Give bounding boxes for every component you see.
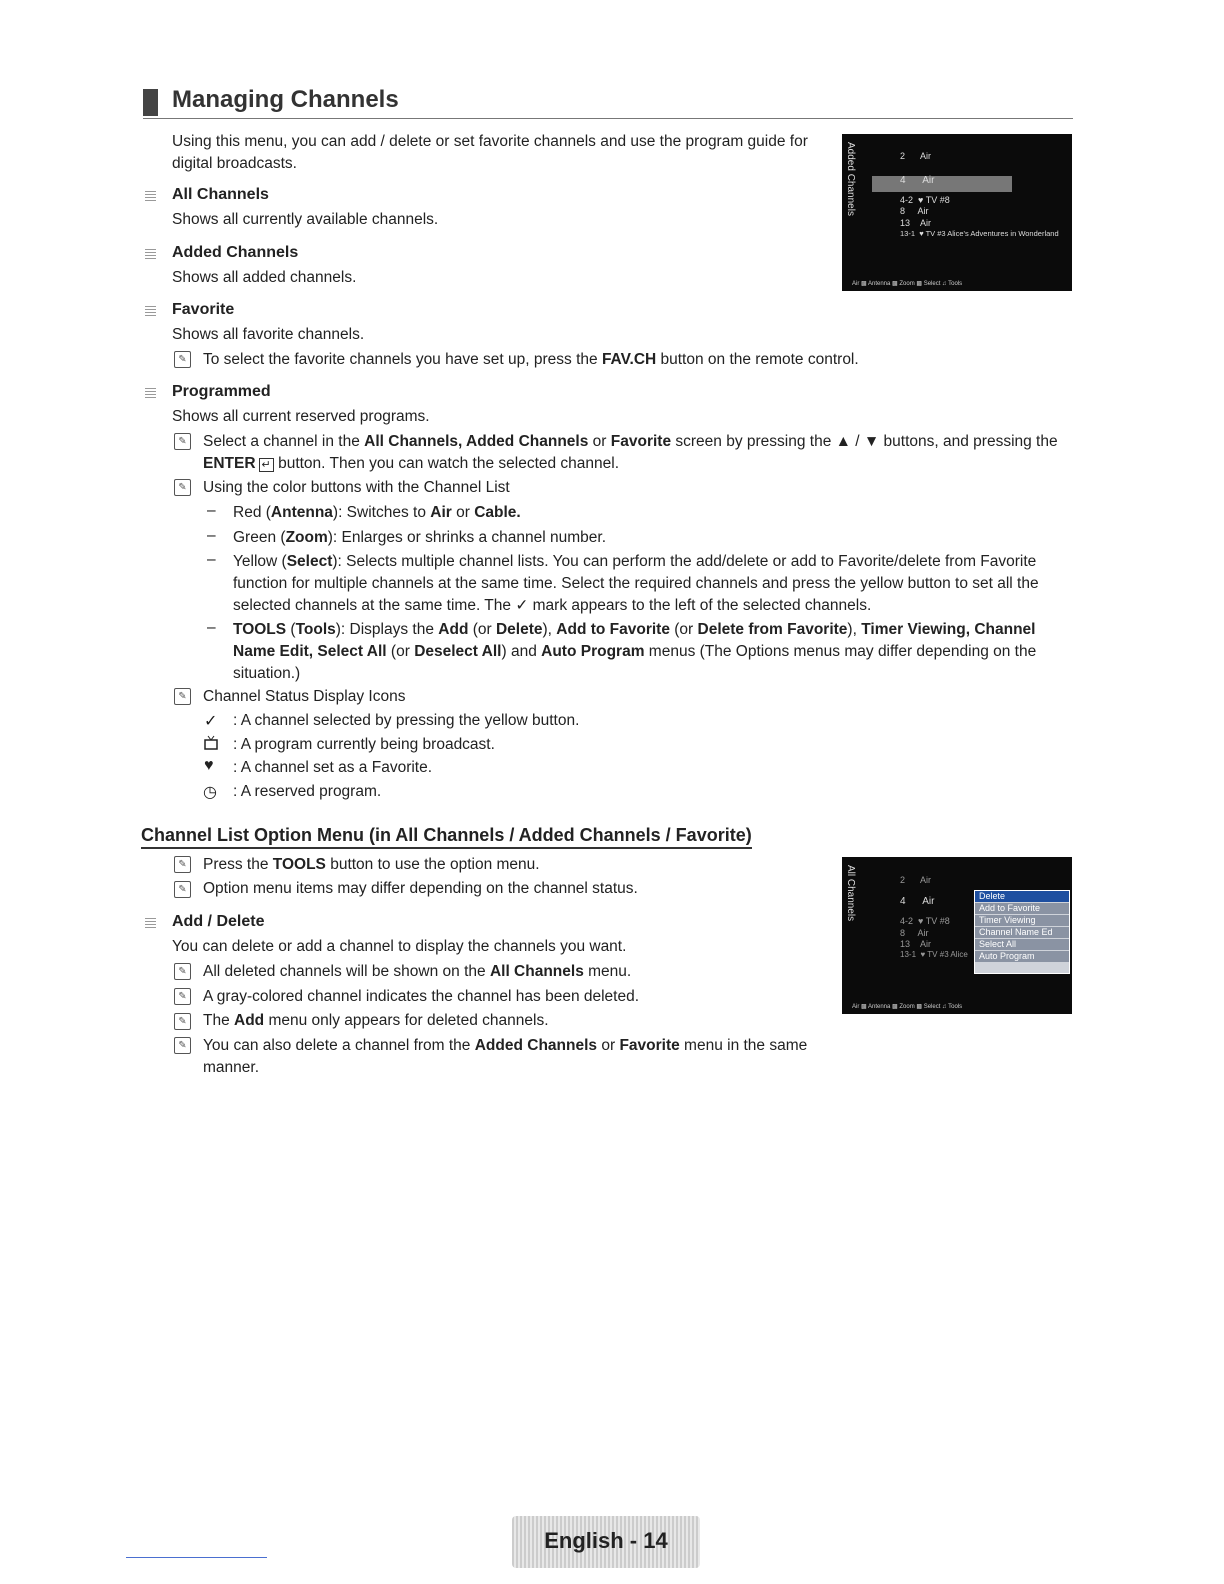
channel-row[interactable]: 13-1 ♥ TV #3 Alice	[900, 950, 968, 959]
note-icon: ✎	[174, 1037, 191, 1054]
channel-row[interactable]: 8 Air	[900, 928, 929, 938]
tv-footer: Air ▩ Antenna ▩ Zoom ▩ Select ♫ Tools	[852, 1004, 963, 1010]
channel-row[interactable]: 13 Air	[900, 939, 932, 949]
programmed-note-2: Using the color buttons with the Channel List	[203, 479, 510, 496]
programmed-heading: Programmed	[172, 383, 271, 400]
bullet-icon	[145, 190, 156, 201]
page-number: English - 14	[544, 1528, 668, 1553]
channel-row[interactable]: 2 Air	[900, 151, 932, 161]
green-button-text: Green (Zoom): Enlarges or shrinks a channel number.	[233, 529, 607, 546]
dash: –	[207, 551, 216, 568]
favorite-note: To select the favorite channels you have set up, press the FAV.CH button on the remote control.	[203, 351, 859, 368]
note-icon: ✎	[174, 479, 191, 496]
programmed-note-3: Channel Status Display Icons	[203, 688, 406, 705]
bullet-icon	[145, 248, 156, 259]
yellow-button-text: Yellow (Select): Selects multiple channel lists. You can perform the add/delete or add to Favorite/delete from Favorite function for multiple channels at the same time. Select the required channels and press the yellow button to set all the selected channels at the same time. The ✓ mark appears to the left of the selected channels.	[233, 553, 1039, 614]
all-channels-text: Shows all currently available channels.	[172, 211, 439, 228]
programmed-text: Shows all current reserved programs.	[172, 408, 430, 425]
note-icon: ✎	[174, 433, 191, 450]
tools-option-menu	[974, 890, 1070, 974]
clock-icon: ◷	[203, 784, 217, 801]
dash: –	[207, 527, 216, 544]
added-channels-heading: Added Channels	[172, 244, 299, 261]
channel-row[interactable]: 4-2 ♥ TV #8	[900, 195, 950, 205]
channel-row[interactable]: 13-1 ♥ TV #3 Alice's Adventures in Wonderland	[900, 229, 1059, 238]
check-icon: ✓	[204, 713, 218, 730]
add-delete-note-2: A gray-colored channel indicates the channel has been deleted.	[203, 988, 640, 1005]
channel-row[interactable]: 13 Air	[900, 218, 932, 228]
add-delete-note-3: The Add menu only appears for deleted channels.	[203, 1012, 549, 1029]
option-note-2: Option menu items may differ depending on the channel status.	[203, 880, 638, 897]
added-channels-text: Shows all added channels.	[172, 269, 357, 286]
add-delete-text: You can delete or add a channel to display the channels you want.	[172, 938, 627, 955]
note-icon: ✎	[174, 856, 191, 873]
menu-item-add-to-favorite[interactable]: Add to Favorite	[975, 903, 1069, 914]
note-icon: ✎	[174, 988, 191, 1005]
favorite-heading: Favorite	[172, 301, 235, 318]
check-icon: ✓	[515, 597, 529, 614]
add-delete-heading: Add / Delete	[172, 913, 265, 930]
note-icon: ✎	[174, 688, 191, 705]
footer-rule	[126, 1557, 267, 1558]
add-delete-note-4: You can also delete a channel from the Added Channels or Favorite menu in the same manner.	[203, 1037, 808, 1076]
tv-footer: Air ▩ Antenna ▩ Zoom ▩ Select ♫ Tools	[852, 281, 963, 287]
icon-desc-heart: : A channel set as a Favorite.	[233, 759, 433, 776]
bullet-icon	[145, 305, 156, 316]
menu-item-channel-name-edit[interactable]: Channel Name Ed	[975, 927, 1069, 938]
option-note-1: Press the TOOLS button to use the option menu.	[203, 856, 540, 873]
channel-row[interactable]: 2 Air	[900, 875, 932, 885]
menu-item-select-all[interactable]: Select All	[975, 939, 1069, 950]
page-title: Managing Channels	[172, 86, 399, 113]
note-icon: ✎	[174, 963, 191, 980]
bullet-icon	[145, 917, 156, 928]
icon-desc-check: : A channel selected by pressing the yellow button.	[233, 712, 580, 729]
title-rule	[143, 118, 1073, 119]
note-icon: ✎	[174, 1013, 191, 1030]
programmed-note-1: Select a channel in the All Channels, Added Channels or Favorite screen by pressing the ▲ / ▼ buttons, and pressing the ENTER ↵ button. Then you can watch the selected channel.	[203, 433, 1058, 472]
icon-desc-tv: : A program currently being broadcast.	[233, 736, 495, 753]
tools-button-text: TOOLS (Tools): Displays the Add (or Delete), Add to Favorite (or Delete from Favorite), Timer Viewing, Channel Name Edit, Select All (or Deselect All) and Auto Program menus (The Options menus may differ depending on the situation.)	[233, 621, 1037, 682]
option-menu-heading: Channel List Option Menu (in All Channels / Added Channels / Favorite)	[141, 825, 752, 849]
channel-row[interactable]: 4 Air	[900, 896, 935, 907]
note-icon: ✎	[174, 351, 191, 368]
menu-item-timer-viewing[interactable]: Timer Viewing	[975, 915, 1069, 926]
channel-row[interactable]: 8 Air	[900, 206, 929, 216]
menu-item-delete[interactable]: Delete	[975, 891, 1069, 902]
channel-row[interactable]: 4 Air	[900, 175, 935, 186]
red-button-text: Red (Antenna): Switches to Air or Cable.	[233, 504, 521, 521]
dash: –	[207, 619, 216, 636]
intro-text: Using this menu, you can add / delete or set favorite channels and use the program guide for digital broadcasts.	[172, 133, 808, 172]
all-channels-heading: All Channels	[172, 186, 269, 203]
dash: –	[207, 502, 216, 519]
channel-row[interactable]: 4-2 ♥ TV #8	[900, 916, 950, 926]
tv-side-label: Added Channels	[845, 142, 856, 216]
enter-icon: ↵	[259, 458, 274, 472]
menu-item-auto-program[interactable]: Auto Program	[975, 951, 1069, 962]
heart-icon: ♥	[204, 757, 214, 774]
bullet-icon	[145, 387, 156, 398]
tv-screen-added-channels	[842, 134, 1072, 291]
tv-side-label: All Channels	[845, 865, 856, 922]
tv-screen-all-channels	[842, 857, 1072, 1014]
title-marker	[143, 89, 158, 116]
favorite-text: Shows all favorite channels.	[172, 326, 365, 343]
add-delete-note-1: All deleted channels will be shown on the All Channels menu.	[203, 963, 632, 980]
tv-icon	[203, 735, 219, 754]
icon-desc-clock: : A reserved program.	[233, 783, 382, 800]
highlight-row	[872, 176, 1012, 192]
note-icon: ✎	[174, 881, 191, 898]
